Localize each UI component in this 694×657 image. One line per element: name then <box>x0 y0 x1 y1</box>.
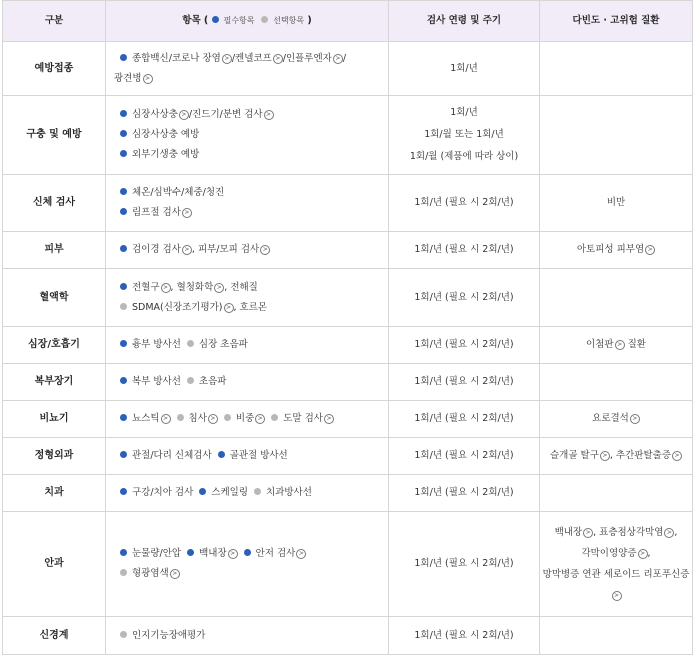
check-item-label: 골관절 방사선 <box>229 450 288 461</box>
row-cycle <box>389 401 540 438</box>
required-dot-icon <box>120 283 127 290</box>
info-circle-icon[interactable]: > <box>630 414 640 424</box>
check-item-label: , 호르몬 <box>233 301 268 313</box>
info-circle-icon[interactable]: > <box>161 414 171 424</box>
row-cycle <box>389 269 540 327</box>
legend-optional: 선택항목 <box>273 16 305 25</box>
row-disease <box>540 475 693 512</box>
info-circle-icon[interactable]: > <box>273 54 283 64</box>
disease-text: 백내장 <box>554 527 583 538</box>
row-category: 정형외과 <box>3 438 106 475</box>
check-item[interactable] <box>199 487 248 498</box>
cycle-text: 1회/년 (필요 시 2회/년) <box>414 339 514 350</box>
check-item-label: / <box>342 52 347 64</box>
row-items <box>106 175 389 232</box>
cycle-text: 1회/년 (필요 시 2회/년) <box>414 558 514 569</box>
header-row <box>3 1 693 42</box>
optional-dot-icon <box>120 569 127 576</box>
header-category: 구분 <box>3 1 106 42</box>
check-item-label: 종합백신/코로나 장염 <box>132 52 221 64</box>
cycle-text: 1회/년 (필요 시 2회/년) <box>414 197 514 208</box>
item-line <box>120 203 388 223</box>
check-item-label: 전혈구 <box>132 281 160 293</box>
check-item-label: 심장사상충 예방 <box>132 129 200 140</box>
checkup-table <box>2 0 693 655</box>
row-items <box>106 617 389 655</box>
item-line <box>120 125 388 145</box>
row-disease <box>540 269 693 327</box>
check-item[interactable] <box>232 53 283 64</box>
check-item-label: 눈물량/안압 <box>132 548 182 559</box>
check-item[interactable] <box>283 53 343 64</box>
info-circle-icon[interactable]: > <box>224 303 234 313</box>
table-row <box>3 475 693 512</box>
info-circle-icon[interactable]: > <box>264 110 274 120</box>
info-circle-icon[interactable]: > <box>612 591 622 601</box>
table-row <box>3 617 693 655</box>
optional-dot-icon <box>261 16 268 23</box>
info-circle-icon[interactable]: > <box>222 54 232 64</box>
check-item[interactable] <box>120 207 192 218</box>
disease-text: , <box>647 548 651 559</box>
row-category: 치과 <box>3 475 106 512</box>
check-item[interactable] <box>120 244 192 255</box>
header-items <box>106 1 389 42</box>
info-circle-icon[interactable]: > <box>228 549 238 559</box>
row-cycle <box>389 42 540 96</box>
info-circle-icon[interactable]: > <box>214 283 224 293</box>
item-line <box>120 335 388 355</box>
check-item-label: 스케일링 <box>211 487 249 498</box>
required-dot-icon <box>120 110 127 117</box>
check-item[interactable] <box>171 282 225 293</box>
optional-dot-icon <box>177 414 184 421</box>
header-age-cycle: 검사 연령 및 주기 <box>389 1 540 42</box>
check-item-label: 심장사상충 <box>132 109 178 120</box>
info-circle-icon[interactable]: > <box>672 451 682 461</box>
row-disease <box>540 175 693 232</box>
row-items <box>106 364 389 401</box>
row-disease <box>540 364 693 401</box>
check-item[interactable] <box>187 376 227 387</box>
table-row <box>3 269 693 327</box>
table-body <box>3 42 693 655</box>
disease-line <box>541 522 691 543</box>
cycle-text: 1회/년 (필요 시 2회/년) <box>414 376 514 387</box>
disease-line <box>541 585 691 606</box>
info-circle-icon[interactable]: > <box>179 110 189 120</box>
required-dot-icon <box>120 451 127 458</box>
item-line <box>120 240 388 260</box>
check-item[interactable] <box>120 302 234 313</box>
info-circle-icon[interactable]: > <box>645 245 655 255</box>
cycle-text: 1회/년 (필요 시 2회/년) <box>414 291 514 303</box>
required-dot-icon <box>244 549 251 556</box>
item-line <box>120 483 388 503</box>
table-row <box>3 175 693 232</box>
row-category: 혈액학 <box>3 269 106 327</box>
cycle-text: 1회/년 (필요 시 2회/년) <box>414 244 514 255</box>
check-item-label: , 혈청화학 <box>170 281 214 293</box>
row-cycle <box>389 327 540 364</box>
check-item[interactable] <box>224 413 265 424</box>
item-line <box>120 183 388 203</box>
info-circle-icon[interactable]: > <box>615 340 625 350</box>
disease-text: 질환 <box>624 339 646 350</box>
check-item-label: 뇨스틱 <box>132 413 160 424</box>
check-item-label: 외부기생충 예방 <box>132 149 200 160</box>
check-item-label: 광견병 <box>114 72 142 84</box>
row-category: 안과 <box>3 512 106 617</box>
cycle-text: 1회/년 (필요 시 2회/년) <box>414 487 514 498</box>
check-item[interactable] <box>189 109 274 120</box>
check-item[interactable] <box>254 487 312 498</box>
row-disease <box>540 438 693 475</box>
row-items <box>106 327 389 364</box>
disease-text: 비만 <box>606 197 626 208</box>
check-item-label: 치과방사선 <box>266 487 312 498</box>
item-line <box>120 49 388 69</box>
row-cycle <box>389 617 540 655</box>
check-item[interactable] <box>120 376 181 387</box>
table-row <box>3 96 693 175</box>
check-item[interactable] <box>120 487 193 498</box>
info-circle-icon[interactable]: > <box>638 549 648 559</box>
table-row <box>3 327 693 364</box>
required-dot-icon <box>120 340 127 347</box>
optional-dot-icon <box>187 377 194 384</box>
optional-dot-icon <box>120 303 127 310</box>
row-items <box>106 438 389 475</box>
cycle-text: 1회/년 <box>450 62 478 74</box>
row-cycle <box>389 175 540 232</box>
row-category: 신경계 <box>3 617 106 655</box>
row-category: 비뇨기 <box>3 401 106 438</box>
item-line <box>120 145 388 165</box>
row-cycle <box>389 96 540 175</box>
check-item[interactable] <box>114 73 153 84</box>
table-row <box>3 232 693 269</box>
disease-line <box>541 564 691 585</box>
check-item-label: 도말 검사 <box>283 413 323 424</box>
item-line <box>120 564 388 584</box>
table-row <box>3 42 693 96</box>
header-breed-disease: 다빈도 · 고위험 질환 <box>540 1 693 42</box>
check-item[interactable] <box>244 548 307 559</box>
info-circle-icon[interactable]: > <box>143 74 153 84</box>
item-line <box>114 69 388 89</box>
check-item-label: 체온/심박수/체중/청진 <box>132 187 225 198</box>
required-dot-icon <box>199 488 206 495</box>
item-line <box>120 544 388 564</box>
required-dot-icon <box>187 549 194 556</box>
disease-text: 이첨판 <box>586 339 614 350</box>
row-disease <box>540 96 693 175</box>
item-line <box>120 372 388 392</box>
check-item-label: 관절/다리 신체검사 <box>132 450 212 461</box>
check-item[interactable] <box>120 568 180 579</box>
check-item[interactable] <box>120 109 189 120</box>
check-item-label: 침사 <box>188 413 207 424</box>
header-items-prefix: 항목 ( <box>182 15 209 26</box>
disease-text: , 표층점상각막염 <box>593 527 664 538</box>
cycle-text: 1회/월 또는 1회/년 <box>424 129 504 140</box>
check-item[interactable] <box>120 129 199 140</box>
check-item-label: 흉부 방사선 <box>132 339 181 350</box>
check-item-label: 백내장 <box>199 548 227 559</box>
check-item[interactable] <box>234 302 268 313</box>
row-items <box>106 401 389 438</box>
cycle-text: 1회/년 <box>450 107 478 118</box>
check-item-label: /켄넬코프 <box>231 52 272 64</box>
row-category: 복부장기 <box>3 364 106 401</box>
info-circle-icon[interactable]: > <box>260 245 270 255</box>
check-item-label: 심장 초음파 <box>198 339 248 350</box>
info-circle-icon[interactable]: > <box>170 569 180 579</box>
check-item-label: 구강/치아 검사 <box>132 487 194 498</box>
disease-text: , 추간판탈출증 <box>609 450 671 461</box>
required-dot-icon <box>120 54 127 61</box>
row-category: 심장/호흡기 <box>3 327 106 364</box>
table-row <box>3 438 693 475</box>
required-dot-icon <box>120 245 127 252</box>
check-item[interactable] <box>120 413 171 424</box>
disease-text: 요로결석 <box>592 413 629 424</box>
row-cycle <box>389 232 540 269</box>
optional-dot-icon <box>187 340 194 347</box>
check-item-label: /인플루엔자 <box>282 52 332 64</box>
check-item-label: 초음파 <box>198 376 227 387</box>
item-line <box>120 409 388 429</box>
check-item[interactable] <box>120 149 199 160</box>
info-circle-icon[interactable]: > <box>600 451 610 461</box>
required-dot-icon <box>120 208 127 215</box>
check-item-label: 비중 <box>235 413 255 424</box>
optional-dot-icon <box>271 414 278 421</box>
check-item-label: 안저 검사 <box>255 548 296 559</box>
check-item[interactable] <box>120 53 232 64</box>
check-item[interactable] <box>218 450 288 461</box>
check-item[interactable] <box>271 413 334 424</box>
row-category: 피부 <box>3 232 106 269</box>
required-dot-icon <box>218 451 225 458</box>
item-line <box>120 105 388 125</box>
check-item[interactable] <box>187 339 248 350</box>
row-cycle <box>389 475 540 512</box>
row-cycle <box>389 512 540 617</box>
info-circle-icon[interactable]: > <box>161 283 171 293</box>
row-disease <box>540 617 693 655</box>
check-item[interactable] <box>120 282 171 293</box>
disease-text: 각막이영양증 <box>581 548 637 559</box>
check-item-label: 검이경 검사 <box>132 244 181 255</box>
legend-required: 필수항목 <box>223 16 255 25</box>
item-line <box>120 626 388 646</box>
required-dot-icon <box>120 130 127 137</box>
row-disease <box>540 512 693 617</box>
row-disease <box>540 401 693 438</box>
info-circle-icon[interactable]: > <box>208 414 218 424</box>
check-item-label: 림프절 검사 <box>132 207 181 218</box>
required-dot-icon <box>120 414 127 421</box>
check-item-label: /진드기/분변 검사 <box>188 109 263 120</box>
check-item-label: 복부 방사선 <box>132 376 181 387</box>
info-circle-icon[interactable]: > <box>333 54 343 64</box>
check-item[interactable] <box>120 339 181 350</box>
item-line <box>120 278 388 298</box>
row-category: 신체 검사 <box>3 175 106 232</box>
cycle-text: 1회/년 (필요 시 2회/년) <box>414 629 514 641</box>
required-dot-icon <box>120 488 127 495</box>
info-circle-icon[interactable]: > <box>664 528 674 538</box>
row-items <box>106 96 389 175</box>
row-items <box>106 269 389 327</box>
row-cycle <box>389 438 540 475</box>
cycle-text: 1회/년 (필요 시 2회/년) <box>414 450 514 461</box>
disease-text: , <box>674 527 678 538</box>
info-circle-icon[interactable]: > <box>182 245 192 255</box>
check-item[interactable] <box>177 413 218 424</box>
required-dot-icon <box>120 188 127 195</box>
check-item-label: 인지기능장애평가 <box>132 629 206 641</box>
check-item[interactable] <box>224 282 258 293</box>
cycle-text: 1회/월 (제품에 따라 상이) <box>409 151 519 162</box>
item-line <box>120 298 388 318</box>
required-dot-icon <box>120 549 127 556</box>
check-item-label: , 피부/모피 검사 <box>191 244 260 255</box>
row-category: 예방접종 <box>3 42 106 96</box>
table-row <box>3 364 693 401</box>
check-item-label: , 전해질 <box>224 281 258 293</box>
optional-dot-icon <box>120 631 127 638</box>
cycle-text: 1회/년 (필요 시 2회/년) <box>414 413 514 424</box>
row-items <box>106 475 389 512</box>
row-disease <box>540 232 693 269</box>
check-item[interactable] <box>343 53 346 64</box>
row-disease <box>540 42 693 96</box>
check-item[interactable] <box>192 244 270 255</box>
disease-text: 아토피성 피부염 <box>576 244 645 255</box>
row-disease <box>540 327 693 364</box>
disease-line <box>541 543 691 564</box>
disease-text: 망막병증 연관 세로이드 리포푸신증 <box>542 569 690 580</box>
check-item-label: 형광염색 <box>132 568 169 579</box>
info-circle-icon[interactable]: > <box>583 528 593 538</box>
check-item[interactable] <box>120 548 181 559</box>
check-item[interactable] <box>120 630 205 641</box>
table-row <box>3 401 693 438</box>
info-circle-icon[interactable]: > <box>182 208 192 218</box>
row-items <box>106 42 389 96</box>
required-dot-icon <box>120 377 127 384</box>
info-circle-icon[interactable]: > <box>296 549 306 559</box>
check-item-label: SDMA(신장조기평가) <box>132 301 223 313</box>
check-item[interactable] <box>187 548 238 559</box>
required-dot-icon <box>120 150 127 157</box>
item-line <box>120 446 388 466</box>
row-cycle <box>389 364 540 401</box>
disease-text: 슬개골 탈구 <box>549 450 599 461</box>
row-items <box>106 512 389 617</box>
optional-dot-icon <box>254 488 261 495</box>
row-category: 구충 및 예방 <box>3 96 106 175</box>
info-circle-icon[interactable]: > <box>324 414 334 424</box>
header-items-suffix: ) <box>307 15 312 26</box>
required-dot-icon <box>212 16 219 23</box>
check-item[interactable] <box>120 450 212 461</box>
row-items <box>106 232 389 269</box>
optional-dot-icon <box>224 414 231 421</box>
check-item[interactable] <box>120 187 224 198</box>
table-row <box>3 512 693 617</box>
info-circle-icon[interactable]: > <box>255 414 265 424</box>
